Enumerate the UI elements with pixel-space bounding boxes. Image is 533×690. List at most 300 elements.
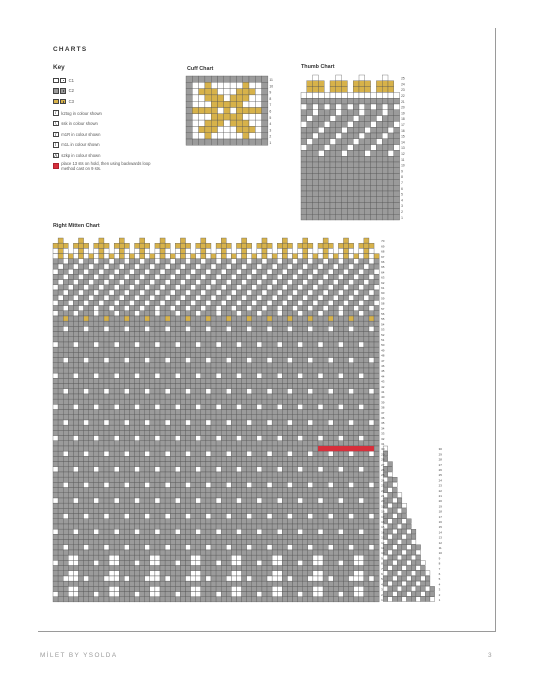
chart-cell (68, 280, 73, 285)
chart-cell (119, 285, 124, 290)
chart-cell (287, 280, 292, 285)
chart-cell (94, 592, 99, 597)
chart-cell (73, 498, 78, 503)
chart-cell (336, 214, 342, 220)
chart-cell (206, 337, 211, 342)
chart-cell (333, 436, 338, 441)
chart-cell (89, 399, 94, 404)
chart-cell (185, 300, 190, 305)
chart-cell (114, 498, 119, 503)
chart-cell (180, 337, 185, 342)
chart-cell (243, 89, 249, 95)
chart-cell (150, 436, 155, 441)
chart-cell (206, 321, 211, 326)
chart-cell (211, 347, 216, 352)
chart-cell (307, 145, 313, 151)
chart-cell (343, 347, 348, 352)
chart-cell (63, 373, 68, 378)
chart-cell (257, 519, 262, 524)
chart-cell (354, 316, 359, 321)
chart-cell (347, 110, 353, 116)
chart-cell (119, 404, 124, 409)
chart-cell (318, 295, 323, 300)
chart-cell (53, 259, 58, 264)
chart-cell (114, 352, 119, 357)
chart-cell (242, 592, 247, 597)
chart-cell (236, 503, 241, 508)
chart-cell (298, 560, 303, 565)
chart-cell (308, 524, 313, 529)
chart-cell (160, 243, 165, 248)
chart-cell (267, 446, 272, 451)
chart-cell (216, 378, 221, 383)
chart-cell (328, 425, 333, 430)
chart-cell (129, 363, 134, 368)
chart-cell (313, 368, 318, 373)
chart-cell (262, 441, 267, 446)
chart-cell (267, 410, 272, 415)
chart-cell (359, 300, 364, 305)
chart-cell (68, 529, 73, 534)
chart-cell (160, 384, 165, 389)
chart-cell (201, 326, 206, 331)
chart-cell (354, 295, 359, 300)
chart-cell (347, 208, 353, 214)
chart-cell (165, 472, 170, 477)
chart-cell (303, 420, 308, 425)
chart-cell (262, 508, 267, 513)
chart-cell (230, 133, 236, 139)
chart-cell (243, 82, 249, 88)
chart-cell (287, 425, 292, 430)
chart-cell (267, 493, 272, 498)
chart-cell (298, 524, 303, 529)
chart-cell (165, 280, 170, 285)
chart-cell (376, 162, 382, 168)
chart-cell (160, 332, 165, 337)
chart-cell (298, 446, 303, 451)
chart-cell (160, 482, 165, 487)
chart-cell (374, 477, 379, 482)
chart-cell (160, 555, 165, 560)
chart-cell (129, 534, 134, 539)
chart-cell (94, 300, 99, 305)
chart-cell (73, 326, 78, 331)
chart-cell (318, 436, 323, 441)
chart-cell (119, 477, 124, 482)
chart-cell (247, 545, 252, 550)
chart-cell (170, 300, 175, 305)
chart-cell (170, 592, 175, 597)
chart-cell (201, 300, 206, 305)
chart-cell (298, 436, 303, 441)
chart-cell (328, 280, 333, 285)
chart-cell (119, 238, 124, 243)
chart-cell (160, 586, 165, 591)
chart-cell (211, 436, 216, 441)
chart-cell (84, 540, 89, 545)
chart-cell (313, 566, 318, 571)
chart-cell (369, 306, 374, 311)
chart-cell (374, 441, 379, 446)
chart-cell (119, 508, 124, 513)
chart-cell (272, 441, 277, 446)
chart-cell (78, 529, 83, 534)
chart-cell (180, 290, 185, 295)
chart-cell (124, 566, 129, 571)
chart-cell (342, 168, 348, 174)
chart-cell (185, 404, 190, 409)
chart-cell (359, 116, 365, 122)
chart-cell (252, 571, 257, 576)
chart-cell (124, 243, 129, 248)
chart-cell (262, 316, 267, 321)
chart-cell (343, 274, 348, 279)
chart-cell (303, 264, 308, 269)
chart-cell (371, 156, 377, 162)
chart-cell (318, 430, 323, 435)
chart-cell (211, 120, 217, 126)
chart-cell (247, 514, 252, 519)
chart-cell (206, 389, 211, 394)
chart-cell (287, 477, 292, 482)
chart-cell (109, 555, 114, 560)
chart-cell (155, 274, 160, 279)
chart-cell (94, 456, 99, 461)
chart-cell (221, 592, 226, 597)
chart-cell (211, 321, 216, 326)
chart-cell (343, 285, 348, 290)
row-number: 9 (401, 169, 403, 174)
chart-cell (374, 493, 379, 498)
chart-cell (216, 300, 221, 305)
right-mitten-chart (53, 238, 453, 608)
chart-cell (170, 555, 175, 560)
chart-cell (104, 300, 109, 305)
chart-cell (277, 321, 282, 326)
chart-cell (104, 545, 109, 550)
chart-cell (277, 534, 282, 539)
chart-cell (318, 358, 323, 363)
chart-cell (369, 295, 374, 300)
chart-cell (68, 508, 73, 513)
chart-cell (267, 394, 272, 399)
chart-cell (365, 203, 371, 209)
chart-cell (185, 488, 190, 493)
chart-cell (185, 436, 190, 441)
chart-cell (129, 254, 134, 259)
chart-cell (349, 363, 354, 368)
chart-cell (216, 389, 221, 394)
chart-cell (206, 295, 211, 300)
chart-cell (89, 576, 94, 581)
chart-cell (129, 451, 134, 456)
chart-cell (78, 358, 83, 363)
chart-cell (53, 576, 58, 581)
chart-cell (328, 254, 333, 259)
chart-cell (252, 488, 257, 493)
chart-cell (191, 415, 196, 420)
chart-cell (247, 274, 252, 279)
chart-cell (287, 503, 292, 508)
chart-cell (333, 352, 338, 357)
chart-cell (243, 120, 249, 126)
chart-cell (221, 404, 226, 409)
chart-cell (272, 415, 277, 420)
chart-cell (180, 373, 185, 378)
chart-cell (68, 566, 73, 571)
chart-cell (333, 482, 338, 487)
chart-cell (247, 368, 252, 373)
chart-cell (196, 248, 201, 253)
chart-cell (277, 248, 282, 253)
chart-cell (192, 108, 198, 114)
chart-cell (298, 498, 303, 503)
chart-cell (318, 285, 323, 290)
chart-cell (318, 493, 323, 498)
chart-cell (206, 540, 211, 545)
chart-cell (282, 399, 287, 404)
chart-cell (94, 389, 99, 394)
chart-cell (165, 394, 170, 399)
chart-cell (242, 384, 247, 389)
chart-cell (267, 545, 272, 550)
chart-cell (388, 98, 394, 104)
chart-cell (364, 586, 369, 591)
chart-cell (180, 280, 185, 285)
chart-cell (262, 389, 267, 394)
chart-cell (135, 566, 140, 571)
chart-cell (354, 420, 359, 425)
chart-cell (282, 540, 287, 545)
chart-cell (303, 373, 308, 378)
chart-cell (160, 321, 165, 326)
chart-cell (342, 81, 348, 87)
chart-cell (371, 203, 377, 209)
chart-cell (84, 410, 89, 415)
chart-cell (226, 280, 231, 285)
chart-cell (216, 321, 221, 326)
chart-cell (359, 560, 364, 565)
chart-cell (324, 174, 330, 180)
chart-cell (287, 524, 292, 529)
chart-cell (394, 98, 400, 104)
chart-cell (236, 389, 241, 394)
chart-cell (135, 378, 140, 383)
section-title: CHARTS (53, 46, 88, 53)
chart-cell (58, 285, 63, 290)
chart-cell (104, 519, 109, 524)
chart-cell (99, 342, 104, 347)
chart-cell (104, 581, 109, 586)
chart-cell (318, 243, 323, 248)
chart-cell (185, 347, 190, 352)
chart-cell (328, 274, 333, 279)
chart-cell (277, 394, 282, 399)
chart-cell (338, 451, 343, 456)
chart-cell (313, 75, 319, 81)
chart-cell (211, 571, 216, 576)
chart-cell (318, 110, 324, 116)
chart-cell (221, 274, 226, 279)
chart-cell (359, 545, 364, 550)
chart-cell (160, 285, 165, 290)
chart-cell (73, 290, 78, 295)
chart-cell (53, 269, 58, 274)
chart-cell (318, 145, 324, 151)
chart-cell (180, 581, 185, 586)
chart-cell (155, 566, 160, 571)
chart-cell (89, 358, 94, 363)
chart-cell (99, 399, 104, 404)
chart-cell (175, 389, 180, 394)
chart-cell (359, 347, 364, 352)
chart-cell (262, 514, 267, 519)
chart-cell (206, 451, 211, 456)
chart-cell (58, 503, 63, 508)
chart-cell (180, 269, 185, 274)
chart-cell (119, 467, 124, 472)
chart-cell (318, 488, 323, 493)
chart-cell (328, 467, 333, 472)
chart-cell (180, 462, 185, 467)
chart-cell (114, 555, 119, 560)
chart-cell (277, 352, 282, 357)
chart-cell (231, 545, 236, 550)
chart-cell (119, 300, 124, 305)
chart-cell (262, 126, 268, 132)
chart-cell (359, 145, 365, 151)
chart-cell (191, 368, 196, 373)
chart-cell (342, 203, 348, 209)
chart-cell (347, 191, 353, 197)
chart-cell (73, 482, 78, 487)
chart-cell (175, 477, 180, 482)
chart-cell (313, 145, 319, 151)
chart-cell (84, 498, 89, 503)
chart-cell (216, 347, 221, 352)
chart-cell (63, 316, 68, 321)
chart-cell (63, 399, 68, 404)
chart-cell (347, 116, 353, 122)
chart-cell (206, 529, 211, 534)
chart-cell (226, 415, 231, 420)
chart-cell (84, 534, 89, 539)
chart-cell (180, 482, 185, 487)
chart-cell (155, 384, 160, 389)
key-label: s2kp in colour shown (61, 152, 101, 158)
chart-cell (298, 514, 303, 519)
chart-cell (84, 274, 89, 279)
chart-cell (336, 139, 342, 145)
chart-cell (114, 311, 119, 316)
chart-cell (365, 179, 371, 185)
chart-cell (211, 545, 216, 550)
chart-cell (89, 326, 94, 331)
chart-cell (359, 127, 365, 133)
chart-cell (211, 269, 216, 274)
chart-cell (330, 214, 336, 220)
chart-cell (119, 326, 124, 331)
chart-cell (333, 399, 338, 404)
chart-cell (124, 524, 129, 529)
chart-cell (129, 332, 134, 337)
chart-cell (119, 576, 124, 581)
key-item-7 (53, 150, 173, 161)
chart-cell (206, 358, 211, 363)
chart-cell (303, 493, 308, 498)
chart-cell (53, 488, 58, 493)
chart-cell (68, 524, 73, 529)
chart-cell (277, 555, 282, 560)
chart-cell (364, 248, 369, 253)
chart-cell (165, 545, 170, 550)
chart-cell (206, 415, 211, 420)
chart-cell (307, 174, 313, 180)
chart-cell (333, 472, 338, 477)
chart-cell (369, 259, 374, 264)
chart-cell (196, 524, 201, 529)
chart-cell (394, 185, 400, 191)
chart-cell (277, 274, 282, 279)
chart-cell (201, 290, 206, 295)
chart-cell (226, 441, 231, 446)
chart-cell (324, 197, 330, 203)
chart-cell (343, 389, 348, 394)
chart-cell (140, 508, 145, 513)
chart-cell (252, 462, 257, 467)
chart-cell (364, 519, 369, 524)
chart-cell (236, 441, 241, 446)
chart-cell (262, 503, 267, 508)
chart-cell (369, 436, 374, 441)
chart-cell (109, 430, 114, 435)
chart-cell (272, 274, 277, 279)
chart-cell (124, 285, 129, 290)
chart-cell (226, 358, 231, 363)
chart-cell (247, 311, 252, 316)
chart-cell (364, 456, 369, 461)
chart-cell (323, 404, 328, 409)
chart-cell (155, 467, 160, 472)
chart-cell (313, 488, 318, 493)
chart-cell (150, 540, 155, 545)
chart-cell (365, 197, 371, 203)
chart-cell (338, 404, 343, 409)
chart-cell (342, 116, 348, 122)
chart-cell (242, 555, 247, 560)
chart-cell (84, 456, 89, 461)
chart-cell (175, 508, 180, 513)
chart-cell (247, 477, 252, 482)
chart-cell (369, 534, 374, 539)
chart-cell (252, 347, 257, 352)
chart-cell (185, 420, 190, 425)
chart-cell (267, 404, 272, 409)
chart-cell (160, 529, 165, 534)
chart-cell (364, 274, 369, 279)
chart-cell (354, 311, 359, 316)
chart-cell (165, 290, 170, 295)
chart-cell (303, 498, 308, 503)
chart-cell (293, 410, 298, 415)
chart-cell (129, 306, 134, 311)
chart-cell (216, 524, 221, 529)
chart-cell (53, 540, 58, 545)
chart-cell (78, 482, 83, 487)
chart-cell (175, 534, 180, 539)
chart-cell (257, 254, 262, 259)
